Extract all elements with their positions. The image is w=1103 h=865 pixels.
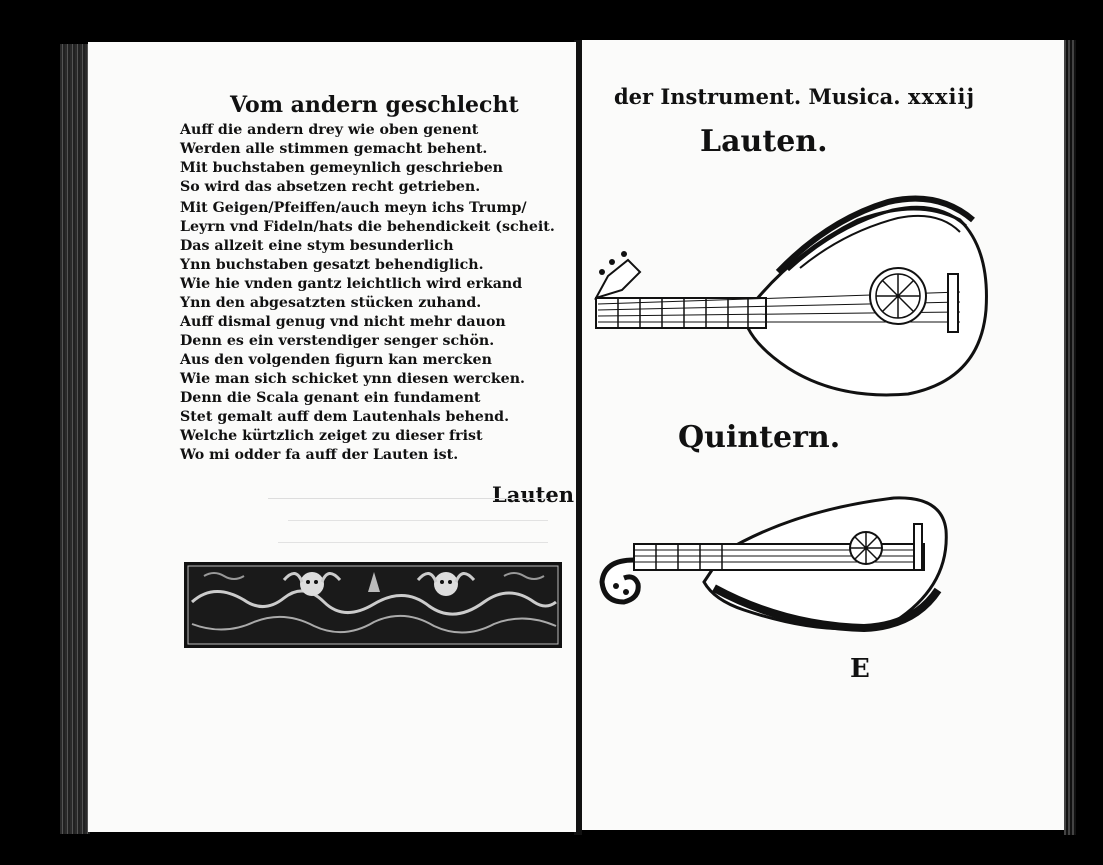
verse-line: Auff die andern drey wie oben genent [180,122,479,138]
verse-line: Mit Geigen/Pfeiffen/auch meyn ichs Trump/ [180,200,527,216]
verse-line: Ynn buchstaben gesatzt behendiglich. [180,257,484,273]
quintern-illustration [594,490,954,640]
verse-line: Denn die Scala genant ein fundament [180,390,481,406]
verse-line: Ynn den abgesatzten stücken zuhand. [180,295,482,311]
verse-line: Stet gemalt auff dem Lautenhals behend. [180,409,510,425]
verse-line: Wo mi odder fa auff der Lauten ist. [180,447,459,463]
left-page [88,42,576,832]
verse-line: Mit buchstaben gemeynlich geschrieben [180,160,503,176]
quintern-title: Quintern. [678,420,841,455]
verse-line: Aus den volgenden figurn kan mercken [180,352,492,368]
verse-line: Auff dismal genug vnd nicht mehr dauon [180,314,506,330]
lute-title: Lauten. [700,124,828,159]
verse-line: Leyrn vnd Fideln/hats die behendickeit (scheit. [180,219,555,235]
page-edges-left [60,44,90,834]
right-page [582,40,1064,830]
folio-number: xxxiij [908,84,976,109]
verse-line: So wird das absetzen recht getrieben. [180,179,481,195]
verse-line: Wie man sich schicket ynn diesen wercken. [180,371,525,387]
catchword-right: E [850,654,870,684]
verse-line: Denn es ein verstendiger senger schön. [180,333,495,349]
verse-line: Werden alle stimmen gemacht behent. [180,141,488,157]
catchword-left: Lauten [492,482,574,507]
woodcut-ornament-border [184,562,562,648]
running-header: der Instrument. Musica. [614,84,901,109]
verse-line: Wie hie vnden gantz leichtlich wird erkand [180,276,523,292]
verse-line: Das allzeit eine stym besunderlich [180,238,454,254]
left-page-heading: Vom andern geschlecht [230,92,519,118]
lute-illustration [588,180,998,402]
page-edges-right [1064,40,1076,835]
verse-line: Welche kürtzlich zeiget zu dieser frist [180,428,483,444]
